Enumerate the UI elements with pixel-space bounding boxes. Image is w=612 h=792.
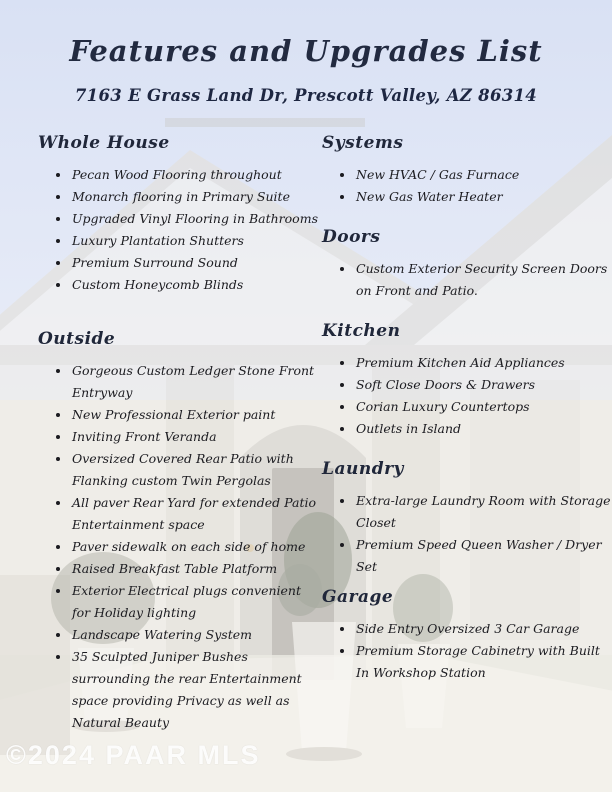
feature-item	[356, 534, 612, 578]
bullet-icon	[56, 655, 60, 659]
bullet-icon	[56, 239, 60, 243]
feature-item	[72, 186, 322, 208]
bullet-icon	[340, 627, 344, 631]
feature-list	[322, 618, 598, 684]
two-column-layout	[38, 130, 611, 734]
feature-item-text: Premium Speed Queen Washer / Dryer Set	[356, 537, 602, 574]
bullet-icon	[340, 427, 344, 431]
property-address: 7163 E Grass Land Dr, Prescott Valley, AZ 86314	[74, 86, 538, 105]
bullet-icon	[340, 173, 344, 177]
feature-section	[322, 130, 598, 208]
bullet-icon	[340, 195, 344, 199]
feature-item	[356, 618, 612, 640]
feature-item-text: Soft Close Doors & Drawers	[356, 377, 536, 392]
feature-section	[322, 584, 598, 684]
feature-item-text: Side Entry Oversized 3 Car Garage	[356, 621, 580, 636]
feature-item-text: Premium Kitchen Aid Appliances	[356, 355, 565, 370]
feature-item-text: Exterior Electrical plugs convenient for Holiday lighting	[72, 583, 301, 620]
feature-item-text: New Gas Water Heater	[356, 189, 503, 204]
feature-item-text: Corian Luxury Countertops	[356, 399, 530, 414]
feature-item	[72, 208, 322, 230]
right-column	[322, 130, 611, 734]
feature-item-text: Oversized Covered Rear Patio with Flanking custom Twin Pergolas	[72, 451, 294, 488]
bullet-icon	[56, 435, 60, 439]
bullet-icon	[56, 567, 60, 571]
feature-item	[356, 640, 612, 684]
feature-item-text: Custom Honeycomb Blinds	[72, 277, 244, 292]
feature-item	[72, 164, 322, 186]
mls-watermark: ©2024 PAAR MLS	[6, 740, 261, 770]
feature-item	[72, 404, 322, 426]
feature-item	[356, 396, 612, 418]
feature-item-text: Custom Exterior Security Screen Doors on Front and Patio.	[356, 261, 608, 298]
feature-item-text: Paver sidewalk on each side of home	[72, 539, 306, 554]
feature-list	[38, 164, 322, 296]
feature-item	[72, 624, 322, 646]
feature-item	[356, 418, 612, 440]
feature-item-text: All paver Rear Yard for extended Patio Entertainment space	[72, 495, 316, 532]
bullet-icon	[56, 173, 60, 177]
page-title: Features and Upgrades List	[69, 34, 543, 68]
feature-item-text: Premium Surround Sound	[72, 255, 238, 270]
bullet-icon	[56, 501, 60, 505]
section-heading: Whole House	[38, 133, 170, 153]
bullet-icon	[56, 217, 60, 221]
feature-item	[356, 258, 612, 302]
feature-item	[72, 580, 322, 624]
bullet-icon	[56, 283, 60, 287]
feature-item	[72, 558, 322, 580]
feature-item	[72, 230, 322, 252]
bullet-icon	[56, 633, 60, 637]
feature-section	[38, 130, 322, 296]
feature-list	[322, 258, 608, 302]
section-heading: Systems	[322, 133, 404, 153]
bullet-icon	[340, 543, 344, 547]
section-heading: Doors	[322, 227, 381, 247]
feature-item	[72, 492, 322, 536]
bullet-icon	[56, 261, 60, 265]
feature-item	[72, 448, 322, 492]
bullet-icon	[56, 545, 60, 549]
feature-section	[322, 224, 608, 302]
feature-item	[72, 426, 322, 448]
feature-list	[322, 352, 598, 440]
section-heading: Outside	[38, 329, 116, 349]
feature-item	[72, 252, 322, 274]
feature-section	[322, 456, 611, 578]
bullet-icon	[340, 405, 344, 409]
feature-item	[72, 360, 322, 404]
bullet-icon	[340, 649, 344, 653]
feature-section	[38, 326, 322, 734]
bullet-icon	[56, 413, 60, 417]
feature-item	[356, 164, 612, 186]
feature-list	[322, 490, 611, 578]
feature-item	[356, 374, 612, 396]
feature-item-text: Gorgeous Custom Ledger Stone Front Entryway	[72, 363, 315, 400]
feature-item-text: Luxury Plantation Shutters	[72, 233, 244, 248]
bullet-icon	[56, 369, 60, 373]
feature-item-text: Landscape Watering System	[72, 627, 252, 642]
feature-item	[356, 186, 612, 208]
feature-item	[356, 490, 612, 534]
feature-item-text: New Professional Exterior paint	[72, 407, 276, 422]
feature-item-text: Premium Storage Cabinetry with Built In Workshop Station	[356, 643, 600, 680]
feature-list	[38, 360, 322, 734]
feature-item-text: 35 Sculpted Juniper Bushes surrounding the rear Entertainment space providing Privacy as well as Natural Beauty	[72, 649, 302, 730]
feature-item	[72, 274, 322, 296]
feature-section	[322, 318, 598, 440]
feature-item-text: Upgraded Vinyl Flooring in Bathrooms	[72, 211, 318, 226]
feature-list	[322, 164, 598, 208]
section-heading: Kitchen	[322, 321, 401, 341]
bullet-icon	[340, 361, 344, 365]
feature-item-text: New HVAC / Gas Furnace	[356, 167, 520, 182]
feature-item-text: Pecan Wood Flooring throughout	[72, 167, 282, 182]
feature-item-text: Monarch flooring in Primary Suite	[72, 189, 290, 204]
section-heading: Laundry	[322, 459, 404, 479]
feature-item	[356, 352, 612, 374]
feature-item	[72, 646, 322, 734]
feature-item	[72, 536, 322, 558]
bullet-icon	[340, 267, 344, 271]
bullet-icon	[56, 195, 60, 199]
bullet-icon	[56, 457, 60, 461]
feature-item-text: Inviting Front Veranda	[72, 429, 217, 444]
bullet-icon	[340, 499, 344, 503]
feature-item-text: Outlets in Island	[356, 421, 462, 436]
feature-item-text: Raised Breakfast Table Platform	[72, 561, 278, 576]
bullet-icon	[340, 383, 344, 387]
feature-item-text: Extra-large Laundry Room with Storage Closet	[356, 493, 611, 530]
bullet-icon	[56, 589, 60, 593]
section-heading: Garage	[322, 587, 394, 607]
left-column	[38, 130, 322, 734]
